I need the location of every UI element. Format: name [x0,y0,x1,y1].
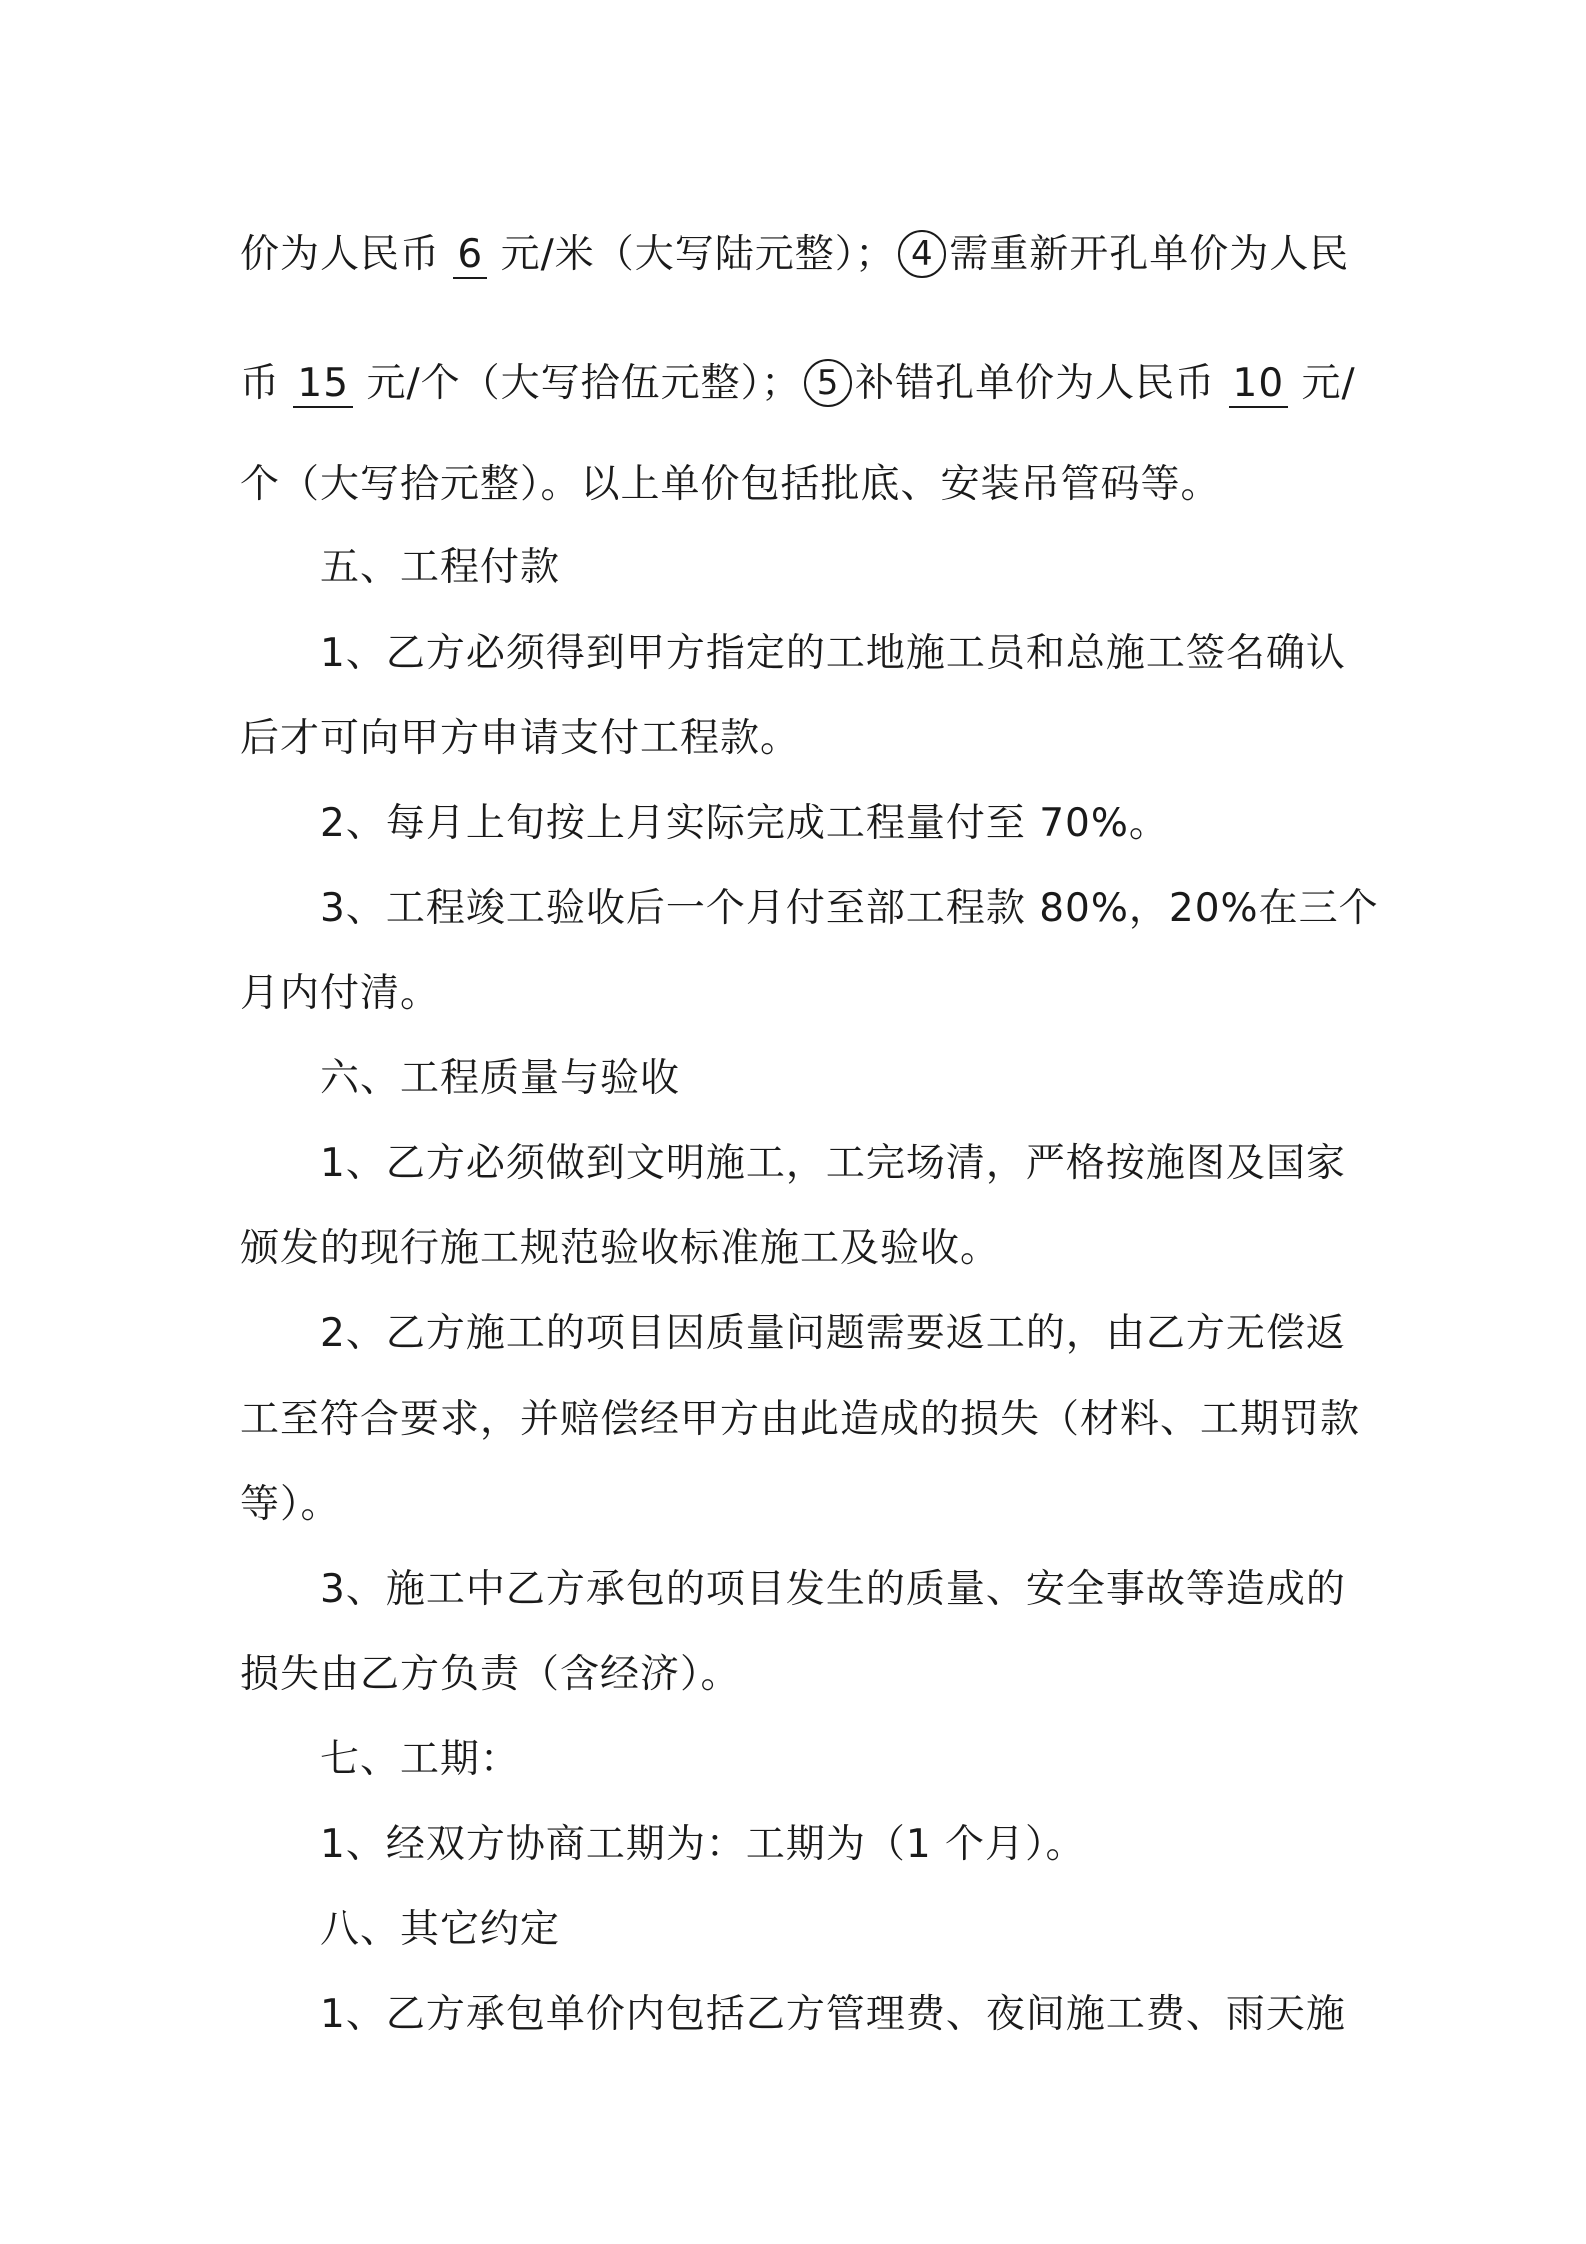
paragraph-line: 3、施工中乙方承包的项目发生的质量、安全事故等造成的 [320,1567,1346,1612]
paragraph-line: 1、经双方协商工期为：工期为（1 个月）。 [320,1822,1086,1867]
price-value: 6 [453,233,487,279]
text-segment: 补错孔单价为人民币 [855,361,1229,406]
text-line [240,225,1355,285]
paragraph-line: 月内付清。 [240,971,441,1016]
section-heading: 五、工程付款 [320,545,561,590]
text-segment: 元/个（大写拾伍元整）； [353,361,802,406]
price-value: 15 [293,362,353,408]
paragraph-line: 工至符合要求，并赔偿经甲方由此造成的损失（材料、工期罚款 [240,1397,1361,1442]
paragraph-line: 1、乙方必须得到甲方指定的工地施工员和总施工签名确认 [320,631,1346,676]
circled-number-5: 5 [804,359,852,407]
paragraph-line: 2、每月上旬按上月实际完成工程量付至 70%。 [320,801,1169,846]
text-line: 个（大写拾元整）。以上单价包括批底、安装吊管码等。 [240,462,1221,507]
paragraph-line: 等）。 [240,1482,341,1527]
paragraph-line: 颁发的现行施工规范验收标准施工及验收。 [240,1226,1001,1271]
paragraph-line: 3、工程竣工验收后一个月付至部工程款 80%，20%在三个 [320,886,1379,931]
text-segment: 价为人民币 [240,232,454,277]
paragraph-line: 1、乙方必须做到文明施工，工完场清，严格按施图及国家 [320,1141,1346,1186]
paragraph-line: 后才可向甲方申请支付工程款。 [240,716,801,761]
section-heading: 八、其它约定 [320,1907,561,1952]
text-segment: 需重新开孔单价为人民 [949,232,1350,277]
price-value: 10 [1229,362,1289,408]
paragraph-line: 1、乙方承包单价内包括乙方管理费、夜间施工费、雨天施 [320,1992,1346,2037]
section-heading: 六、工程质量与验收 [320,1056,681,1101]
text-segment: 币 [240,361,294,406]
text-line [240,354,1355,414]
paragraph-line: 2、乙方施工的项目因质量问题需要返工的，由乙方无偿返 [320,1311,1346,1356]
circled-number-4: 4 [898,230,946,278]
paragraph-line: 损失由乙方负责（含经济）。 [240,1652,741,1697]
section-heading: 七、工期： [320,1737,521,1782]
text-segment: 元/ [1288,361,1356,406]
text-segment: 元/米（大写陆元整）； [487,232,896,277]
